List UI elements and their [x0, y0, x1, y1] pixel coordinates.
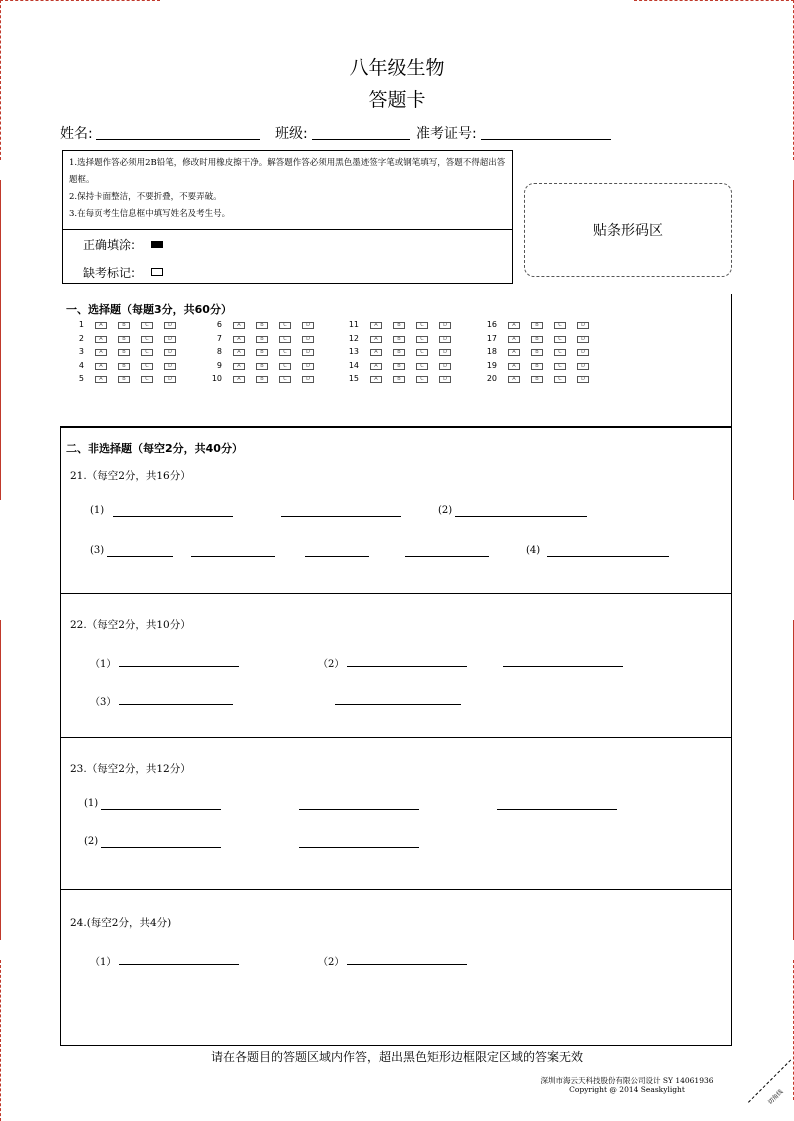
q21-title: 21.（每空2分，共16分） [70, 470, 191, 482]
q22-answer-3b[interactable] [335, 704, 461, 705]
choice-question-number: 3 [78, 347, 84, 356]
choice-bubble-3-A[interactable]: A [95, 349, 107, 356]
choice-bubble-16-C[interactable]: C [554, 322, 566, 329]
choice-bubble-7-D[interactable]: D [302, 336, 314, 343]
choice-bubble-16-B[interactable]: B [531, 322, 543, 329]
class-label: 班级: [275, 126, 308, 142]
q21-answer-3c[interactable] [305, 556, 369, 557]
choice-question-number: 12 [348, 333, 359, 343]
q22-answer-1[interactable] [119, 666, 239, 667]
choice-bubble-2-B[interactable]: B [118, 336, 130, 343]
q21-answer-1b[interactable] [281, 516, 401, 517]
q21-answer-3a[interactable] [107, 556, 173, 557]
footer-warning: 请在各题目的答题区域内作答，超出黑色矩形边框限定区域的答案无效 [210, 1050, 583, 1064]
choice-question-number: 14 [348, 360, 359, 370]
choice-bubble-7-A[interactable]: A [233, 336, 245, 343]
name-field[interactable] [96, 139, 260, 140]
choice-bubble-6-A[interactable]: A [233, 322, 245, 329]
q22-label-3: （3） [90, 697, 117, 708]
choice-bubble-8-B[interactable]: B [256, 349, 268, 356]
choice-bubble-12-D[interactable]: D [439, 336, 451, 343]
choice-bubble-10-C[interactable]: C [279, 376, 291, 383]
choice-question-number: 9 [216, 360, 222, 370]
choice-bubble-11-B[interactable]: B [393, 322, 405, 329]
q22-divider [60, 737, 732, 738]
q21-label-1: (1) [90, 505, 105, 516]
choice-bubble-19-C[interactable]: C [554, 363, 566, 370]
exam-no-label: 准考证号: [416, 126, 477, 142]
choice-bubble-18-D[interactable]: D [577, 349, 589, 356]
choice-bubble-9-B[interactable]: B [256, 363, 268, 370]
cut-line-label: 切角线 [766, 1088, 785, 1107]
choice-bubble-15-D[interactable]: D [439, 376, 451, 383]
name-label: 姓名: [60, 126, 93, 142]
choice-question-number: 20 [486, 374, 497, 383]
choice-bubble-9-D[interactable]: D [302, 363, 314, 370]
q21-label-4: (4) [526, 545, 541, 556]
q22-label-1: （1） [90, 659, 117, 670]
q21-label-2: (2) [438, 505, 453, 516]
subject-title: 八年级生物 [349, 57, 445, 79]
choice-bubble-12-C[interactable]: C [416, 336, 428, 343]
footer-company: 深圳市海云天科技股份有限公司设计 SY 14061936 [540, 1076, 714, 1085]
q22-title: 22.（每空2分，共10分） [70, 619, 191, 631]
choice-bubble-5-C[interactable]: C [141, 376, 153, 383]
q22-answer-2b[interactable] [503, 666, 623, 667]
choice-bubble-8-D[interactable]: D [302, 349, 314, 356]
choice-bubble-4-C[interactable]: C [141, 363, 153, 370]
choice-bubble-8-C[interactable]: C [279, 349, 291, 356]
choice-question-number: 15 [348, 374, 359, 383]
notice-text [69, 155, 509, 223]
q24-answer-2[interactable] [347, 964, 467, 965]
choice-bubble-1-D[interactable]: D [164, 322, 176, 329]
q24-answer-1[interactable] [119, 964, 239, 965]
footer-copyright: Copyright @ 2014 Seaskylight [569, 1085, 685, 1094]
choice-section-title: 一、选择题（每题3分，共60分） [66, 303, 232, 316]
notice-box [62, 150, 513, 284]
side-mark-left-1 [0, 180, 1, 500]
q24-label-2: （2） [318, 957, 345, 968]
q23-label-1: (1) [84, 798, 99, 809]
choice-bubble-3-B[interactable]: B [118, 349, 130, 356]
choice-bubble-20-D[interactable]: D [577, 376, 589, 383]
card-title: 答题卡 [368, 89, 426, 111]
choice-question-number: 1 [78, 320, 84, 329]
q21-label-3: (3) [90, 545, 105, 556]
choice-question-number: 4 [78, 360, 84, 370]
notice-line-2: 2.保持卡面整洁，不要折叠，不要弄破。 [69, 192, 222, 202]
notice-line-3: 3.在每页考生信息框中填写姓名及考生号。 [69, 209, 231, 219]
choice-bubble-2-A[interactable]: A [95, 336, 107, 343]
correct-fill-label: 正确填涂: [83, 238, 136, 252]
choice-bubble-8-A[interactable]: A [233, 349, 245, 356]
q21-answer-4[interactable] [547, 556, 669, 557]
choice-bubble-13-A[interactable]: A [370, 349, 382, 356]
choice-bubble-1-B[interactable]: B [118, 322, 130, 329]
choice-bubble-14-B[interactable]: B [393, 363, 405, 370]
crop-mark-top-left [0, 0, 160, 1]
nonchoice-section-title: 二、非选择题（每空2分，共40分） [66, 442, 243, 455]
crop-mark-left-bottom [0, 960, 1, 1121]
choice-bubble-1-C[interactable]: C [141, 322, 153, 329]
q24-title: 24.(每空2分，共4分) [70, 917, 172, 929]
q24-label-1: （1） [90, 957, 117, 968]
choice-bubble-2-D[interactable]: D [164, 336, 176, 343]
choice-question-number: 5 [78, 374, 84, 383]
choice-bubble-12-B[interactable]: B [393, 336, 405, 343]
class-field[interactable] [312, 139, 410, 140]
choice-bubble-5-B[interactable]: B [118, 376, 130, 383]
choice-question-number: 7 [216, 333, 222, 343]
absent-mark-label: 缺考标记: [83, 266, 136, 280]
correct-fill-sample-icon [151, 241, 163, 248]
choice-bubble-16-A[interactable]: A [508, 322, 520, 329]
absent-mark-checkbox[interactable] [151, 268, 163, 276]
choice-bubble-19-D[interactable]: D [577, 363, 589, 370]
choice-question-number: 10 [211, 374, 222, 383]
choice-bubble-19-A[interactable]: A [508, 363, 520, 370]
choice-bubble-16-D[interactable]: D [577, 322, 589, 329]
q22-answer-3a[interactable] [119, 704, 233, 705]
q21-divider [60, 593, 732, 594]
choice-bubble-10-D[interactable]: D [302, 376, 314, 383]
choice-question-number: 13 [348, 347, 359, 356]
choice-bubble-18-A[interactable]: A [508, 349, 520, 356]
choice-question-number: 8 [216, 347, 222, 356]
q21-answer-2[interactable] [455, 516, 587, 517]
notice-divider [63, 229, 512, 230]
choice-bubble-20-B[interactable]: B [531, 376, 543, 383]
choice-bubble-1-A[interactable]: A [95, 322, 107, 329]
choice-bubble-11-C[interactable]: C [416, 322, 428, 329]
choice-bubble-14-A[interactable]: A [370, 363, 382, 370]
choice-bubble-17-B[interactable]: B [531, 336, 543, 343]
choice-bubble-6-B[interactable]: B [256, 322, 268, 329]
choice-bubble-7-C[interactable]: C [279, 336, 291, 343]
choice-bubble-9-A[interactable]: A [233, 363, 245, 370]
choice-bubble-4-B[interactable]: B [118, 363, 130, 370]
q23-answer-2a[interactable] [101, 847, 221, 848]
choice-bubble-13-B[interactable]: B [393, 349, 405, 356]
choice-question-number: 11 [348, 320, 359, 329]
crop-mark-left-top [0, 0, 1, 160]
choice-bubble-15-A[interactable]: A [370, 376, 382, 383]
choice-bubble-3-C[interactable]: C [141, 349, 153, 356]
choice-question-number: 19 [486, 360, 497, 370]
choice-bubble-10-A[interactable]: A [233, 376, 245, 383]
choice-bubble-11-A[interactable]: A [370, 322, 382, 329]
choice-bubble-15-B[interactable]: B [393, 376, 405, 383]
barcode-label: 贴条形码区 [593, 223, 663, 239]
choice-bubble-4-A[interactable]: A [95, 363, 107, 370]
q23-title: 23.（每空2分，共12分） [70, 763, 191, 775]
choice-bubble-17-C[interactable]: C [554, 336, 566, 343]
choice-bubble-7-B[interactable]: B [256, 336, 268, 343]
choice-bubble-9-C[interactable]: C [279, 363, 291, 370]
choice-bubble-17-A[interactable]: A [508, 336, 520, 343]
choice-bubble-13-C[interactable]: C [416, 349, 428, 356]
q22-label-2: （2） [318, 659, 345, 670]
choice-bubble-19-B[interactable]: B [531, 363, 543, 370]
choice-bubble-4-D[interactable]: D [164, 363, 176, 370]
choice-bubble-5-D[interactable]: D [164, 376, 176, 383]
barcode-area [524, 183, 732, 277]
choice-bubble-6-C[interactable]: C [279, 322, 291, 329]
q23-answer-1b[interactable] [299, 809, 419, 810]
q23-answer-1a[interactable] [101, 809, 221, 810]
choice-bubble-17-D[interactable]: D [577, 336, 589, 343]
q21-answer-3d[interactable] [405, 556, 489, 557]
choice-bubble-13-D[interactable]: D [439, 349, 451, 356]
choice-bubble-14-C[interactable]: C [416, 363, 428, 370]
choice-question-number: 6 [216, 320, 222, 329]
q23-divider [60, 889, 732, 890]
q22-answer-2a[interactable] [347, 666, 467, 667]
nonchoice-section [60, 426, 732, 1046]
choice-bubble-5-A[interactable]: A [95, 376, 107, 383]
q21-answer-1a[interactable] [113, 516, 233, 517]
choice-bubble-2-C[interactable]: C [141, 336, 153, 343]
choice-bubble-3-D[interactable]: D [164, 349, 176, 356]
choice-question-number: 2 [78, 333, 84, 343]
q21-answer-3b[interactable] [191, 556, 275, 557]
choice-bubble-15-C[interactable]: C [416, 376, 428, 383]
exam-no-field[interactable] [481, 139, 611, 140]
choice-question-number: 17 [486, 333, 497, 343]
choice-bubble-11-D[interactable]: D [439, 322, 451, 329]
q23-answer-2b[interactable] [299, 847, 419, 848]
choice-bubble-14-D[interactable]: D [439, 363, 451, 370]
choice-bubble-6-D[interactable]: D [302, 322, 314, 329]
choice-question-number: 16 [486, 320, 497, 329]
choice-question-number: 18 [486, 347, 497, 356]
choice-bubble-20-C[interactable]: C [554, 376, 566, 383]
crop-mark-top-right [634, 0, 794, 1]
notice-line-1: 1.选择题作答必须用2B铅笔，修改时用橡皮擦干净。解答题作答必须用黑色墨迹签字笔或钢笔填写，答题不得超出答题框。 [69, 158, 506, 185]
choice-bubble-10-B[interactable]: B [256, 376, 268, 383]
choice-bubble-18-C[interactable]: C [554, 349, 566, 356]
side-mark-left-2 [0, 620, 1, 940]
choice-bubble-18-B[interactable]: B [531, 349, 543, 356]
choice-bubble-20-A[interactable]: A [508, 376, 520, 383]
choice-bubble-12-A[interactable]: A [370, 336, 382, 343]
q23-label-2: (2) [84, 836, 99, 847]
q23-answer-1c[interactable] [497, 809, 617, 810]
